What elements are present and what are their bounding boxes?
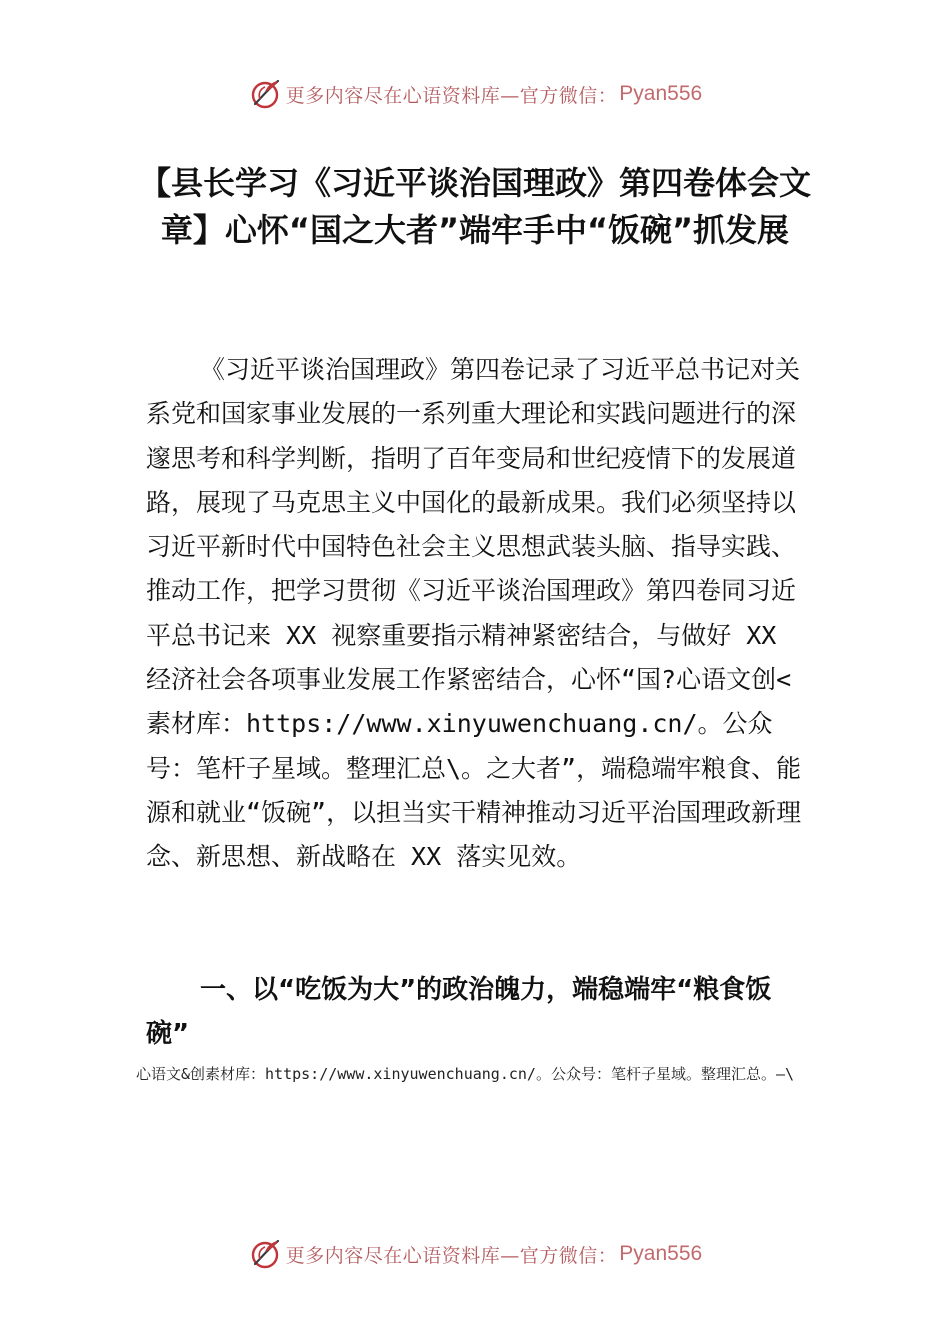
leaf-logo-icon bbox=[248, 77, 282, 111]
footer-banner bbox=[0, 1234, 950, 1274]
document-title: 【县长学习《习近平谈治国理政》第四卷体会文章】心怀“国之大者”端牢手中“饭碗”抓发展 bbox=[138, 164, 811, 249]
header-banner-text: 更多内容尽在心语资料库—官方微信： bbox=[285, 84, 618, 107]
body-paragraph: 《习近平谈治国理政》第四卷记录了习近平总书记对关系党和国家事业发展的一系列重大理论和实践问题进行的深邃思考和科学判断，指明了百年变局和世纪疫情下的发展道路，展现了马克思主义中国化的最新成果。我们必须坚持以习近平新时代中国特色社会主义思想武装头脑、指导实践、推动工作，把学习贯彻《习近平谈治国理政》第四卷同习近平总书记来 XX 视察重要指示精神紧密结合，与做好 XX 经济社会各项事业发展工作紧密结合，心怀“国?心语文创<素材库：https://www.xinyuwenchuang.cn/。公众号：笔杆子星域。整理汇总\。之大者”，端稳端牢粮食、能源和就业“饭碗”，以担当实干精神推动习近平治国理政新理念、新思想、新战略在 XX 落实见效。 bbox=[146, 355, 802, 872]
header-banner-wechat-id: Pyan556 bbox=[619, 82, 703, 105]
header-banner bbox=[0, 74, 950, 114]
footer-banner-text: 更多内容尽在心语资料库—官方微信： bbox=[285, 1244, 618, 1267]
footnote: 心语文&创素材库：https://www.xinyuwenchuang.cn/。公众号：笔杆子星域。整理汇总。—\ bbox=[136, 1065, 795, 1083]
footer-banner-wechat-id: Pyan556 bbox=[619, 1242, 703, 1265]
section-heading: 一、以“吃饭为大”的政治魄力，端稳端牢“粮食饭碗” bbox=[146, 975, 772, 1049]
leaf-logo-icon bbox=[248, 1237, 282, 1271]
